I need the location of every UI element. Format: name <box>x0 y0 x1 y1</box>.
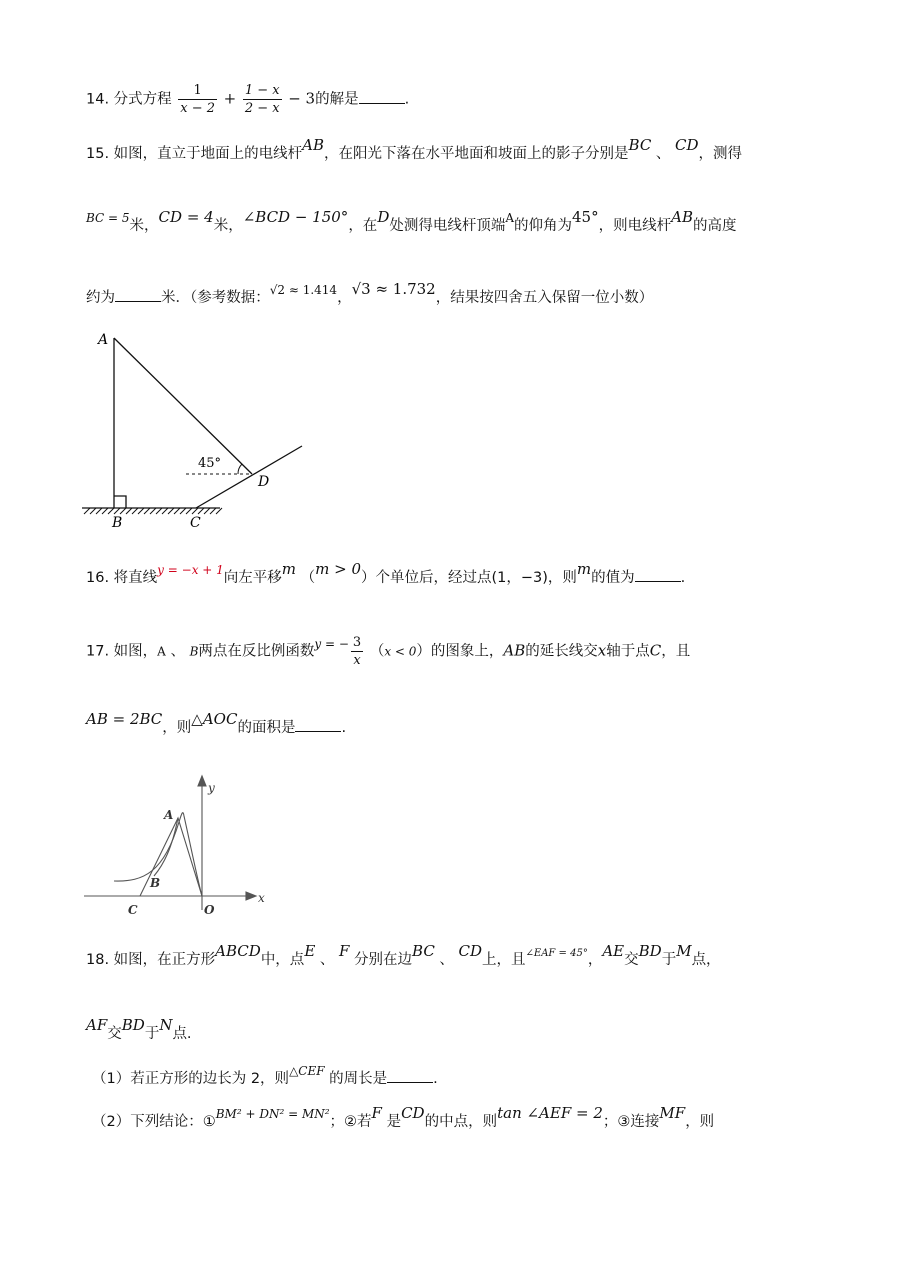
q18-math-tan: tan ∠AEF = 2 <box>497 1104 603 1122</box>
q18-math-F: F <box>371 1104 382 1122</box>
hatch-mark <box>174 508 180 514</box>
q18-math-CD: CD <box>458 942 483 960</box>
q18-text: 的中点，则 <box>424 1114 498 1130</box>
hatch-mark <box>102 508 108 514</box>
q17-math-eq: AB = 2BC <box>86 710 163 728</box>
q17-text: ，则 <box>162 720 192 736</box>
q17-line-2 <box>86 710 347 739</box>
q18-math-eq: BM² + DN² = MN² <box>215 1107 330 1121</box>
q14-fraction-1 <box>178 82 217 117</box>
q15-text: ，测得 <box>698 146 743 162</box>
q15-math-D: D <box>377 208 390 226</box>
q17-text: ）的图象上， <box>416 643 504 660</box>
q18-text: 是 <box>386 1114 402 1130</box>
q18-answer-blank <box>387 1068 433 1083</box>
q15-line-3 <box>86 280 654 309</box>
q16-text: （ <box>300 570 316 586</box>
q15-text: 如图，直立于地面上的电线杆 <box>113 146 303 162</box>
q15-text: ，结果按四舍五入保留一位小数） <box>435 290 654 306</box>
q17-math-A: A <box>157 644 166 659</box>
label-D: D <box>258 474 270 490</box>
q18-text: 于 <box>144 1026 160 1042</box>
q18-math-tri: △CEF <box>289 1064 325 1078</box>
q17-number: 17. <box>86 643 110 660</box>
hatch-mark <box>132 508 138 514</box>
q14-fraction-2 <box>243 82 282 117</box>
q18-math-BD: BD <box>121 1016 145 1034</box>
q17-math-C: C <box>649 641 662 660</box>
q18-period: . <box>433 1071 438 1087</box>
q15-math-A: A <box>505 211 515 225</box>
ground-hatching <box>84 508 222 514</box>
q18-text: ，则 <box>685 1114 715 1130</box>
q14-line <box>86 82 409 117</box>
q18-line-2 <box>86 1016 192 1045</box>
q17-text: （ <box>369 643 385 660</box>
hatch-mark <box>210 508 216 514</box>
q16-math-m: m <box>281 560 297 578</box>
q16-period: . <box>680 570 686 586</box>
label-A: A <box>98 332 109 348</box>
label-C: C <box>128 903 138 917</box>
hatch-mark <box>126 508 132 514</box>
q17-func-lhs: y = − <box>314 636 349 651</box>
hatch-mark <box>96 508 102 514</box>
q15-math-AB: AB <box>671 208 693 226</box>
q14-fraction-2-num: 1 − x <box>244 83 280 98</box>
q16-answer-blank <box>635 567 681 582</box>
q15-math-sqrt3: √3 ≈ 1.732 <box>351 280 436 298</box>
q15-text: 处测得电线杆顶端 <box>389 218 506 234</box>
label-B: B <box>112 515 123 531</box>
q15-text: 约为 <box>86 290 115 306</box>
q15-text: 、 <box>655 146 671 162</box>
q14-rhs: − 3 <box>288 89 316 108</box>
hatch-mark <box>204 508 210 514</box>
q14-plus: + <box>223 89 237 108</box>
q15-text: 的高度 <box>692 218 737 234</box>
q14-fraction-1-den: x − 2 <box>180 101 216 116</box>
q15-math-cd-eq: CD = 4 <box>158 208 214 226</box>
q18-math-ABCD: ABCD <box>215 942 261 960</box>
q18-text: 中，点 <box>260 952 305 968</box>
q15-text: 米， <box>129 218 159 234</box>
q16-line <box>86 560 686 589</box>
q16-text: 向左平移 <box>223 570 282 586</box>
q16-text: 的值为 <box>591 570 635 586</box>
q15-line-1 <box>86 136 743 165</box>
hatch-mark <box>216 508 222 514</box>
q17-math-tri: △AOC <box>191 710 238 728</box>
q18-math-BD: BD <box>638 942 662 960</box>
q14-fraction-1-num: 1 <box>178 82 217 100</box>
q14-number: 14. <box>86 91 110 108</box>
q18-math-E: E <box>304 942 316 960</box>
q16-number: 16. <box>86 570 110 586</box>
q18-text: 上，且 <box>482 952 526 968</box>
q16-math-line: y = −x + 1 <box>157 563 224 577</box>
q17-func-fraction <box>351 634 363 669</box>
q15-math-CD: CD <box>675 136 699 154</box>
hatch-mark <box>138 508 144 514</box>
q14-answer-blank <box>359 89 405 104</box>
q15-math-angle: ∠BCD − 150° <box>242 208 349 226</box>
q18-text: （1）若正方形的边长为 2，则 <box>92 1071 290 1087</box>
q15-text: 的仰角为 <box>514 218 573 234</box>
q18-math-M: M <box>676 942 692 960</box>
q18-text: ；②若 <box>329 1114 372 1130</box>
q17-math-B: B <box>189 644 199 659</box>
q18-math-CD: CD <box>401 1104 425 1122</box>
q17-text: 的面积是 <box>237 720 296 736</box>
q18-text: 点. <box>172 1026 192 1042</box>
q18-text: 如图，在正方形 <box>113 952 216 968</box>
hatch-mark <box>150 508 156 514</box>
q15-figure <box>80 326 320 536</box>
q15-text: 米， <box>213 218 243 234</box>
q15-text: ，在阳光下落在水平地面和坡面上的影子分别是 <box>324 146 629 162</box>
q15-math-BC: BC <box>628 136 652 154</box>
q17-line-1 <box>86 634 690 669</box>
q17-figure <box>84 772 274 922</box>
q18-part-2 <box>92 1104 715 1133</box>
q15-text: ，则电线杆 <box>598 218 672 234</box>
q18-part-1 <box>92 1064 438 1090</box>
q17-text: 如图， <box>113 643 158 660</box>
q14-text-2: 的解是 <box>315 91 359 108</box>
hatch-mark <box>198 508 204 514</box>
q18-text: （2）下列结论：① <box>92 1114 216 1130</box>
q15-math-sqrt2: √2 ≈ 1.414 <box>269 283 338 297</box>
hatch-mark <box>156 508 162 514</box>
q18-math-N: N <box>159 1016 173 1034</box>
q14-fraction-2-den: 2 − x <box>244 101 280 116</box>
hatch-mark <box>162 508 168 514</box>
q16-text: 将直线 <box>113 570 158 586</box>
q17-math-x: x <box>597 641 607 660</box>
q15-answer-blank <box>115 287 161 302</box>
q18-text: 、 <box>319 952 335 968</box>
q15-text: 米．（参考数据： <box>161 290 270 306</box>
q15-line-2 <box>86 208 737 237</box>
q16-math-cond: m > 0 <box>315 560 361 578</box>
label-x: x <box>258 891 265 905</box>
q17-func-num: 3 <box>352 635 362 650</box>
q15-number: 15. <box>86 146 110 162</box>
q17-math-AB: AB <box>503 641 526 660</box>
q15-math-AB: AB <box>302 136 325 154</box>
q18-text: 点， <box>691 952 721 968</box>
q18-math-F: F <box>338 942 350 960</box>
label-angle: 45° <box>198 456 222 471</box>
q17-text: 两点在反比例函数 <box>198 643 315 660</box>
q18-text: ；③连接 <box>602 1114 660 1130</box>
hatch-mark <box>186 508 192 514</box>
q15-text: ， <box>337 290 352 306</box>
q18-math-AE: AE <box>602 942 625 960</box>
hatch-mark <box>144 508 150 514</box>
q17-text: 轴于点 <box>606 643 650 660</box>
hatch-mark <box>168 508 174 514</box>
hatch-mark <box>108 508 114 514</box>
q18-text: 、 <box>439 952 454 968</box>
q18-number: 18. <box>86 952 110 968</box>
q18-math-MF: MF <box>659 1104 686 1122</box>
q18-text: 的周长是 <box>329 1071 388 1087</box>
label-A: A <box>164 808 174 822</box>
q17-answer-blank <box>295 717 341 732</box>
label-B: B <box>150 876 161 890</box>
hatch-mark <box>84 508 90 514</box>
q15-math-bc-eq: BC = 5 <box>86 211 130 225</box>
q14-text: 分式方程 <box>113 91 172 108</box>
hatch-mark <box>114 508 120 514</box>
hatch-mark <box>120 508 126 514</box>
q18-text: 分别在边 <box>354 952 413 968</box>
q18-line-1 <box>86 942 721 973</box>
q18-math-AF: AF <box>86 1016 108 1034</box>
q18-math-angle: ∠EAF = 45° <box>525 948 588 959</box>
q17-text: ，且 <box>661 643 691 660</box>
q17-math-cond: x < 0 <box>384 644 417 659</box>
q15-math-45: 45° <box>572 208 599 226</box>
q14-period: . <box>404 91 410 108</box>
q17-text: 、 <box>170 643 185 660</box>
q18-text: 交 <box>624 952 639 968</box>
q15-text: ，在 <box>348 218 378 234</box>
label-C: C <box>190 515 201 531</box>
label-O: O <box>204 903 215 917</box>
label-y: y <box>208 781 215 795</box>
hatch-mark <box>90 508 96 514</box>
q17-func-den: x <box>353 653 361 668</box>
hatch-mark <box>180 508 186 514</box>
q18-math-BC: BC <box>412 942 435 960</box>
hatch-mark <box>192 508 198 514</box>
q16-math-m: m <box>576 560 592 578</box>
q18-text: 于 <box>661 952 677 968</box>
q17-text: 的延长线交 <box>525 643 598 660</box>
q18-text: ， <box>587 952 603 968</box>
q17-period: . <box>341 720 347 736</box>
q18-text: 交 <box>107 1026 122 1042</box>
q16-text: ）个单位后，经过点(1，−3)，则 <box>361 570 577 586</box>
